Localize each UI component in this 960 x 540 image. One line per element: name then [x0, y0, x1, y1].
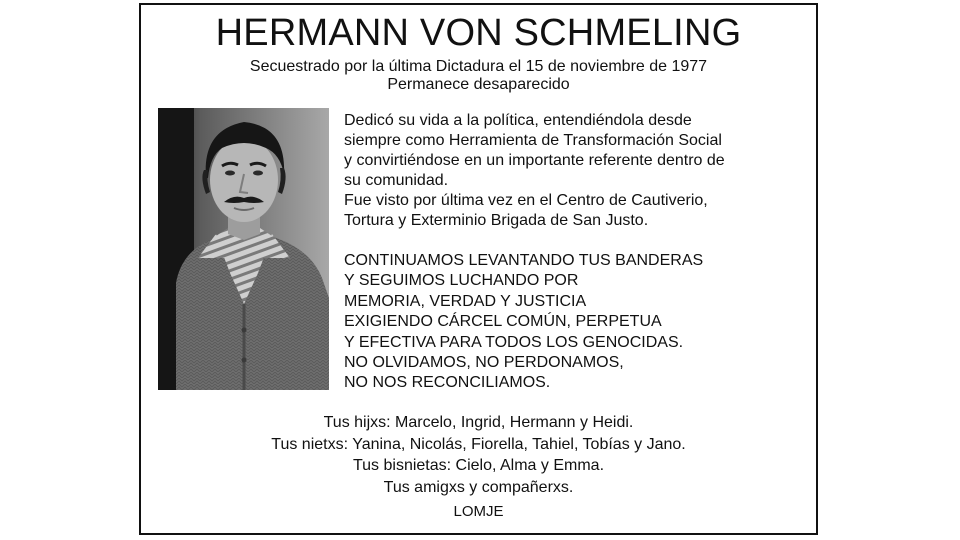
- declaration-line: Y SEGUIMOS LUCHANDO POR: [344, 272, 579, 290]
- declaration-text: [344, 251, 814, 394]
- biography-line: y convirtiéndose en un importante referente dentro de: [344, 152, 725, 169]
- person-name-heading: HERMANN VON SCHMELING: [215, 12, 742, 54]
- abduction-date-line: Secuestrado por la última Dictadura el 15 de noviembre de 1977: [249, 58, 708, 75]
- declaration-line: MEMORIA, VERDAD Y JUSTICIA: [344, 292, 587, 310]
- declaration-line: Y EFECTIVA PARA TODOS LOS GENOCIDAS.: [344, 333, 684, 351]
- family-dedication: [141, 412, 816, 498]
- biography-line: su comunidad.: [344, 172, 449, 189]
- friends-line: Tus amigxs y compañerxs.: [383, 478, 574, 496]
- portrait-photo: [158, 108, 329, 390]
- organization-signature: LOMJE: [453, 503, 504, 520]
- biography-text: [344, 111, 814, 231]
- grandchildren-line: Tus nietxs: Yanina, Nicolás, Fiorella, Tahiel, Tobías y Jano.: [271, 435, 686, 453]
- missing-status-line: Permanece desaparecido: [387, 76, 570, 93]
- abduction-subtitle: [141, 58, 816, 94]
- biography-line: Fue visto por última vez en el Centro de Cautiverio,: [344, 192, 708, 209]
- declaration-line: EXIGIENDO CÁRCEL COMÚN, PERPETUA: [344, 313, 662, 331]
- great-grandchildren-line: Tus bisnietas: Cielo, Alma y Emma.: [352, 457, 605, 474]
- biography-line: siempre como Herramienta de Transformación Social: [344, 132, 722, 149]
- biography-line: Tortura y Exterminio Brigada de San Justo.: [344, 212, 649, 229]
- biography-line: Dedicó su vida a la política, entendiéndola desde: [344, 112, 692, 129]
- declaration-line: NO NOS RECONCILIAMOS.: [344, 374, 551, 392]
- children-line: Tus hijxs: Marcelo, Ingrid, Hermann y Heidi.: [323, 414, 634, 431]
- declaration-line: NO OLVIDAMOS, NO PERDONAMOS,: [344, 354, 624, 372]
- memorial-notice-frame: [139, 3, 818, 535]
- declaration-line: CONTINUAMOS LEVANTANDO TUS BANDERAS: [344, 252, 704, 269]
